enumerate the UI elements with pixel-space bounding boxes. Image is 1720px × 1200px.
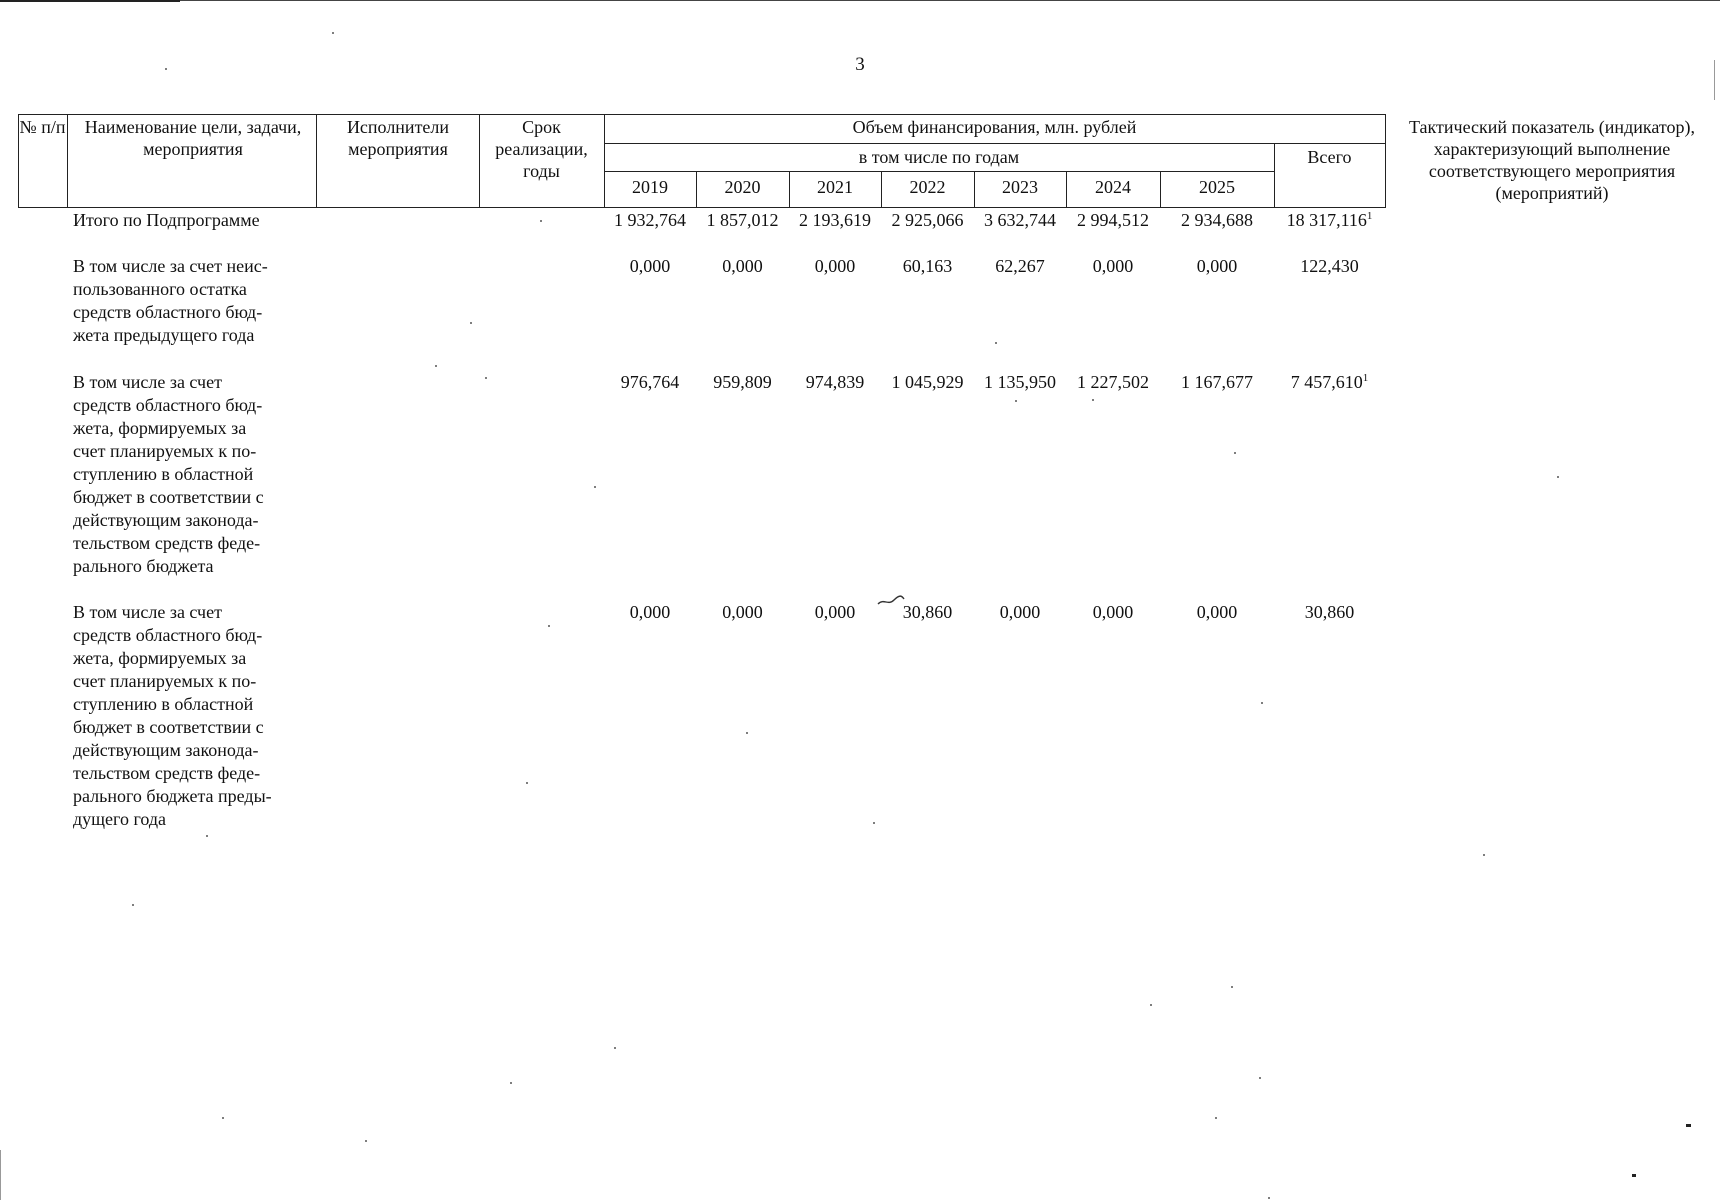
year-header: 2020 bbox=[724, 177, 761, 197]
total-cell: 18 317,116$^1$ bbox=[1286, 210, 1373, 230]
value-cell: 2 934,688 bbox=[1181, 210, 1253, 230]
year-header: 2023 bbox=[1002, 177, 1038, 197]
col-header-by-years: в том числе по годам bbox=[858, 147, 1020, 167]
total-cell: 7 457,610$^1$ bbox=[1290, 372, 1369, 392]
footnote-mark: 1 bbox=[1366, 210, 1373, 222]
col-header-name: Наименование цели, задачи, мероприятия bbox=[84, 117, 302, 159]
col-header-total: Всего bbox=[1307, 147, 1352, 167]
year-header: 2025 bbox=[1199, 177, 1235, 197]
value-cell: 959,809 bbox=[713, 372, 772, 392]
value-cell: 0,000 bbox=[1092, 256, 1134, 276]
value-cell: 0,000 bbox=[629, 602, 671, 622]
value-cell: 0,000 bbox=[722, 256, 763, 276]
row-name: В том числе за счет средств областного бюд- жета, формируемых за счет планируемых к по- ступлению в областной бюджет в соответствии с действующим законода- тельством средств феде- рального бюджета преды- дущего года bbox=[73, 602, 272, 829]
value-cell: 1 227,502 bbox=[1077, 372, 1149, 392]
total-cell: 122,430 bbox=[1300, 256, 1359, 276]
row-name: В том числе за счет средств областного бюд- жета, формируемых за счет планируемых к по- ступлению в областной бюджет в соответствии с действующим законода- тельством средств феде- рального бюджета bbox=[73, 372, 264, 576]
value-cell: 3 632,744 bbox=[984, 210, 1056, 230]
value-cell: 1 857,012 bbox=[706, 210, 779, 230]
footnote-mark: 1 bbox=[1362, 372, 1369, 384]
page-number: 3 bbox=[855, 54, 865, 75]
value-cell: 62,267 bbox=[995, 256, 1045, 276]
value-cell: 0,000 bbox=[1196, 256, 1238, 276]
value-cell: 1 045,929 bbox=[891, 372, 964, 392]
value-cell: 974,839 bbox=[805, 372, 865, 392]
year-header: 2024 bbox=[1095, 177, 1131, 197]
top-edge-mark bbox=[0, 0, 180, 2]
value-cell: 0,000 bbox=[814, 256, 856, 276]
value-cell: 0,000 bbox=[629, 256, 671, 276]
value-cell: 30,860 bbox=[902, 602, 953, 622]
year-header: 2019 bbox=[632, 177, 668, 197]
value-cell: 0,000 bbox=[814, 602, 856, 622]
col-header-term: Срок реализации, годы bbox=[495, 117, 588, 181]
col-header-executors: Исполнители мероприятия bbox=[346, 117, 450, 159]
value-cell: 0,000 bbox=[1196, 602, 1238, 622]
value-cell: 976,764 bbox=[620, 372, 680, 392]
year-header: 2022 bbox=[909, 177, 946, 197]
pen-stroke-mark bbox=[876, 594, 906, 608]
col-header-number: № п/п bbox=[19, 117, 66, 137]
row-name: Итого по Подпрограмме bbox=[73, 210, 260, 230]
value-cell: 2 994,512 bbox=[1077, 210, 1149, 230]
col-header-funding: Объем финансирования, млн. рублей bbox=[852, 117, 1137, 137]
year-header: 2021 bbox=[817, 177, 853, 197]
row-name: В том числе за счет неис- пользованного остатка средств областного бюд- жета предыдущего года bbox=[73, 256, 268, 345]
value-cell: 1 167,677 bbox=[1181, 372, 1253, 392]
value-cell: 0,000 bbox=[999, 602, 1041, 622]
value-cell: 0,000 bbox=[1092, 602, 1134, 622]
value-cell: 2 193,619 bbox=[799, 210, 871, 230]
total-cell: 30,860 bbox=[1304, 602, 1355, 622]
col-header-indicator: Тактический показатель (индикатор), характеризующий выполнение соответствующего мероприятия (мероприятий) bbox=[1409, 117, 1695, 203]
value-cell: 1 932,764 bbox=[614, 210, 686, 230]
value-cell: 60,163 bbox=[902, 256, 953, 276]
top-edge-line bbox=[0, 0, 1720, 1]
value-cell: 1 135,950 bbox=[984, 372, 1056, 392]
value-cell: 0,000 bbox=[722, 602, 763, 622]
value-cell: 2 925,066 bbox=[891, 210, 964, 230]
